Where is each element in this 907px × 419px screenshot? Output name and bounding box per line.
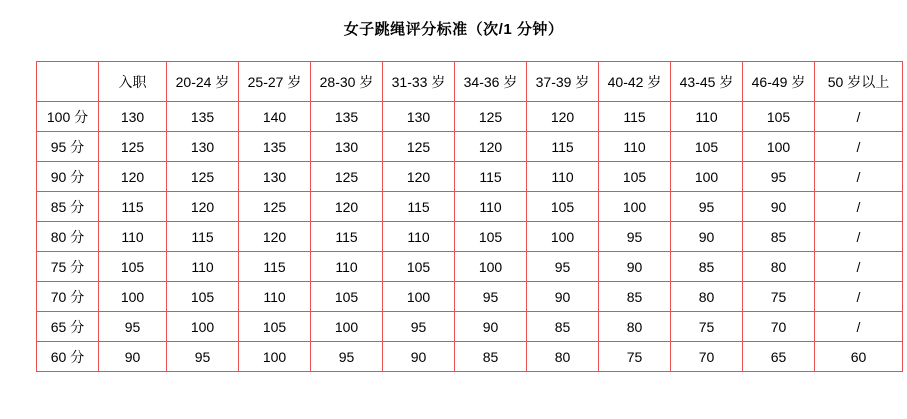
row-header: 90 分 (37, 162, 99, 192)
table-row (37, 342, 903, 372)
row-header: 60 分 (37, 342, 99, 372)
row-header: 75 分 (37, 252, 99, 282)
row-header: 70 分 (37, 282, 99, 312)
table-cell: 140 (239, 102, 311, 132)
table-cell: 125 (239, 192, 311, 222)
table-cell: / (815, 252, 903, 282)
table-cell: 125 (383, 132, 455, 162)
table-cell: 130 (311, 132, 383, 162)
table-cell: / (815, 222, 903, 252)
table-cell: 80 (743, 252, 815, 282)
table-cell: 125 (99, 132, 167, 162)
table-cell: 110 (671, 102, 743, 132)
table-cell: / (815, 282, 903, 312)
table-cell: 100 (527, 222, 599, 252)
table-cell: / (815, 102, 903, 132)
table-cell: 115 (527, 132, 599, 162)
table-cell: 110 (99, 222, 167, 252)
table-cell: 90 (671, 222, 743, 252)
table-cell: 85 (743, 222, 815, 252)
table-cell: 105 (167, 282, 239, 312)
table-cell: 125 (167, 162, 239, 192)
table-cell: 100 (455, 252, 527, 282)
table-cell: 110 (599, 132, 671, 162)
table-cell: 115 (167, 222, 239, 252)
table-cell: 100 (383, 282, 455, 312)
row-header: 80 分 (37, 222, 99, 252)
table-cell: 90 (455, 312, 527, 342)
table-cell: 95 (455, 282, 527, 312)
table-cell: 120 (527, 102, 599, 132)
table-row (37, 312, 903, 342)
table-cell: 105 (239, 312, 311, 342)
table-cell: 135 (239, 132, 311, 162)
table-cell: 110 (383, 222, 455, 252)
table-cell: 105 (455, 222, 527, 252)
table-cell: 125 (455, 102, 527, 132)
table-cell: 100 (99, 282, 167, 312)
table-cell: 85 (671, 252, 743, 282)
table-cell: 95 (383, 312, 455, 342)
table-cell: 110 (455, 192, 527, 222)
table-row (37, 282, 903, 312)
table-cell: / (815, 192, 903, 222)
table-corner-cell (37, 62, 99, 102)
table-row (37, 102, 903, 132)
table-cell: 110 (527, 162, 599, 192)
table-cell: 75 (599, 342, 671, 372)
table-cell: 135 (311, 102, 383, 132)
table-cell: 120 (167, 192, 239, 222)
table-row (37, 132, 903, 162)
table-cell: 80 (527, 342, 599, 372)
table-cell: 120 (311, 192, 383, 222)
table-cell: 135 (167, 102, 239, 132)
table-cell: 105 (311, 282, 383, 312)
table-cell: 120 (383, 162, 455, 192)
table-cell: 75 (671, 312, 743, 342)
table-cell: 105 (383, 252, 455, 282)
table-cell: 125 (311, 162, 383, 192)
table-cell: 85 (527, 312, 599, 342)
table-cell: 95 (599, 222, 671, 252)
table-cell: 85 (599, 282, 671, 312)
table-cell: 95 (99, 312, 167, 342)
table-cell: 130 (99, 102, 167, 132)
table-cell: 95 (167, 342, 239, 372)
page-title: 女子跳绳评分标准（次/1 分钟） (343, 21, 564, 38)
column-header: 28-30 岁 (311, 62, 383, 102)
table-cell: 80 (671, 282, 743, 312)
table-row (37, 222, 903, 252)
table-cell: 90 (743, 192, 815, 222)
table-cell: 100 (743, 132, 815, 162)
table-cell: 95 (311, 342, 383, 372)
table-cell: 90 (599, 252, 671, 282)
table-cell: / (815, 132, 903, 162)
row-header: 100 分 (37, 102, 99, 132)
table-cell: 120 (99, 162, 167, 192)
table-cell: 115 (239, 252, 311, 282)
column-header: 34-36 岁 (455, 62, 527, 102)
row-header: 65 分 (37, 312, 99, 342)
table-cell: 65 (743, 342, 815, 372)
table-cell: 105 (671, 132, 743, 162)
table-cell: 95 (743, 162, 815, 192)
table-cell: 110 (239, 282, 311, 312)
table-cell: 130 (383, 102, 455, 132)
table-row (37, 252, 903, 282)
table-cell: 110 (167, 252, 239, 282)
column-header: 入职 (99, 62, 167, 102)
table-cell: 95 (527, 252, 599, 282)
table-cell: 70 (743, 312, 815, 342)
table-cell: 105 (599, 162, 671, 192)
table-cell: 60 (815, 342, 903, 372)
table-cell: 90 (383, 342, 455, 372)
column-header: 37-39 岁 (527, 62, 599, 102)
table-cell: 80 (599, 312, 671, 342)
table-cell: 130 (239, 162, 311, 192)
column-header: 20-24 岁 (167, 62, 239, 102)
table-cell: 115 (383, 192, 455, 222)
column-header: 43-45 岁 (671, 62, 743, 102)
row-header: 85 分 (37, 192, 99, 222)
table-cell: 130 (167, 132, 239, 162)
table-body (37, 102, 903, 372)
table-cell: 85 (455, 342, 527, 372)
table-cell: 120 (239, 222, 311, 252)
table-cell: 120 (455, 132, 527, 162)
table-cell: 105 (743, 102, 815, 132)
table-cell: 115 (311, 222, 383, 252)
table-cell: 95 (671, 192, 743, 222)
table-cell: 105 (527, 192, 599, 222)
table-cell: 115 (455, 162, 527, 192)
column-header: 31-33 岁 (383, 62, 455, 102)
table-cell: 90 (527, 282, 599, 312)
table-cell: 100 (671, 162, 743, 192)
column-header: 50 岁以上 (815, 62, 903, 102)
score-table (36, 61, 903, 372)
table-header-row (37, 62, 903, 102)
table-cell: 115 (99, 192, 167, 222)
table-cell: / (815, 312, 903, 342)
table-cell: 115 (599, 102, 671, 132)
score-table-container (0, 61, 907, 372)
table-row (37, 192, 903, 222)
table-cell: / (815, 162, 903, 192)
table-row (37, 162, 903, 192)
row-header: 95 分 (37, 132, 99, 162)
column-header: 40-42 岁 (599, 62, 671, 102)
table-cell: 75 (743, 282, 815, 312)
table-header (37, 62, 903, 102)
table-cell: 100 (167, 312, 239, 342)
table-cell: 100 (311, 312, 383, 342)
table-cell: 110 (311, 252, 383, 282)
table-cell: 105 (99, 252, 167, 282)
table-cell: 90 (99, 342, 167, 372)
table-cell: 70 (671, 342, 743, 372)
table-cell: 100 (239, 342, 311, 372)
column-header: 46-49 岁 (743, 62, 815, 102)
column-header: 25-27 岁 (239, 62, 311, 102)
table-cell: 100 (599, 192, 671, 222)
